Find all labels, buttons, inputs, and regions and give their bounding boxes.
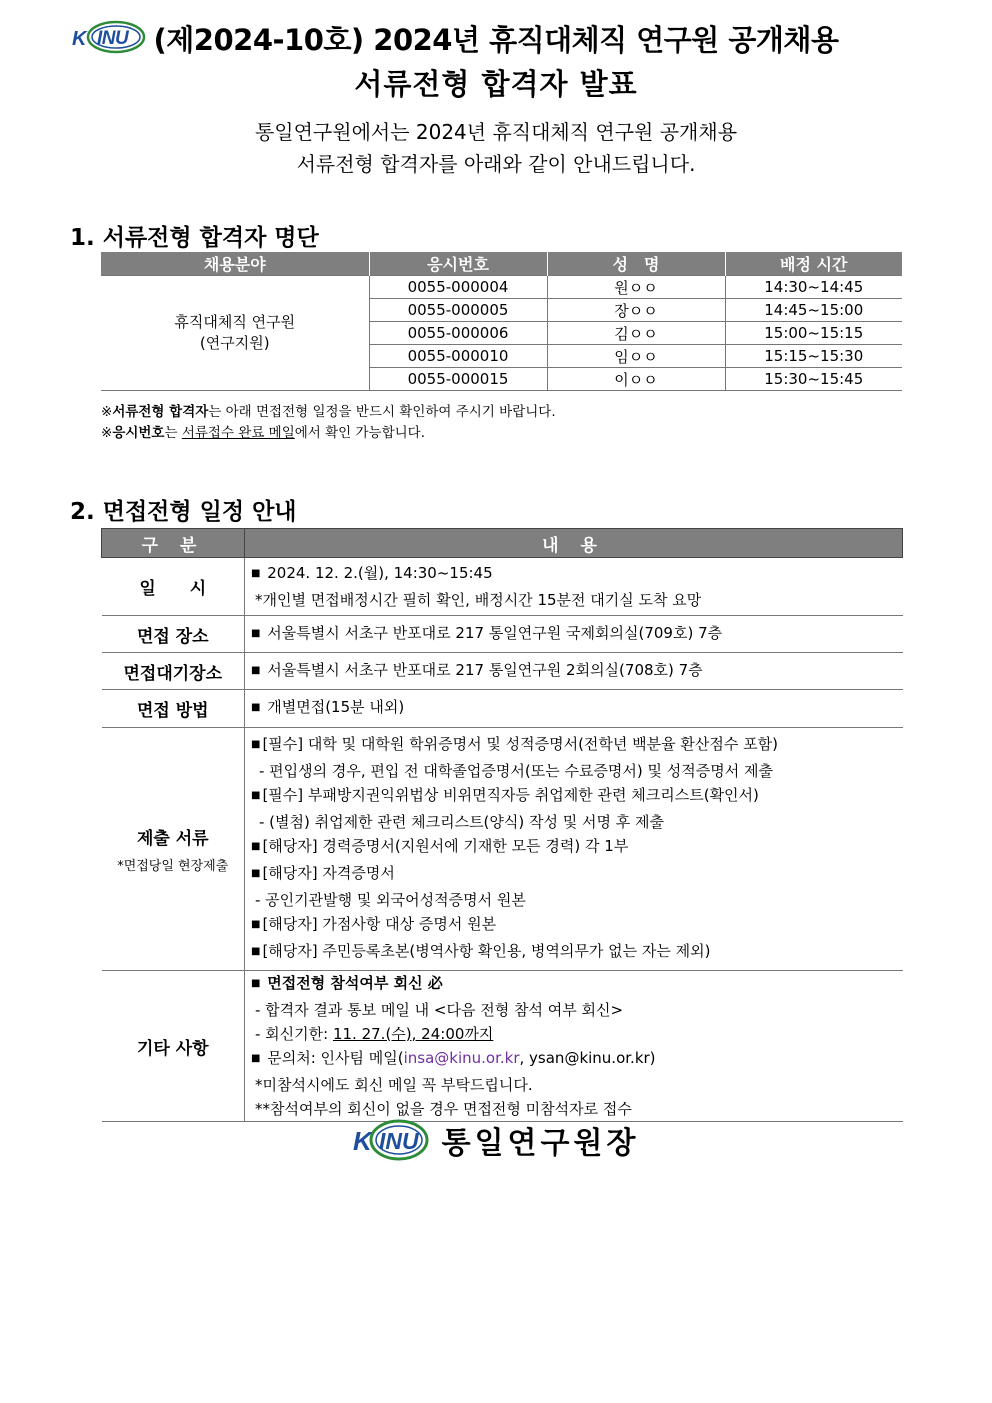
row-waiting	[102, 653, 903, 690]
bullet-icon: ■	[251, 790, 261, 801]
field-cell	[101, 276, 369, 391]
docs-l4: - (별첨) 취업제한 관련 체크리스트(양식) 작성 및 서명 후 제출	[259, 813, 665, 831]
applicant-id: 0055-000005	[369, 299, 547, 322]
bullet-icon: ■	[251, 841, 261, 852]
assigned-time: 15:15~15:30	[725, 345, 902, 368]
header-content: 내 용	[245, 529, 903, 558]
bullet-icon: ■	[251, 702, 261, 713]
kinu-footer-logo-nu: INU	[378, 1128, 419, 1154]
bullet-icon: ■	[251, 739, 261, 750]
bullet-icon: ■	[251, 1053, 261, 1064]
bullet-icon: ■	[251, 868, 261, 879]
etc-l6: **참석여부의 회신이 없을 경우 면접전형 미참석자로 접수	[255, 1100, 632, 1118]
note-2-text: 에서 확인 가능합니다.	[294, 425, 425, 441]
applicant-id: 0055-000015	[369, 368, 547, 391]
label-waiting: 면접대기장소	[102, 653, 245, 690]
bullet-icon: ■	[251, 627, 261, 639]
bullet-icon: ■	[251, 568, 261, 579]
kinu-logo-nu: INU	[96, 28, 128, 49]
intro-line1: 통일연구원에서는 2024년 휴직대체직 연구원 공개채용	[254, 120, 738, 144]
content-etc	[245, 971, 903, 1122]
place-line1: 서울특별시 서초구 반포대로 217 통일연구원 국제회의실(709호) 7층	[267, 623, 723, 642]
docs-l5: [해당자] 경력증명서(지원서에 기재한 모든 경력) 각 1부	[262, 837, 629, 855]
table-row	[101, 276, 902, 299]
content-place	[245, 616, 903, 653]
row-etc	[102, 971, 903, 1122]
kinu-footer-logo-k: K	[352, 1126, 372, 1156]
applicant-id: 0055-000004	[369, 276, 547, 299]
footer	[0, 1118, 992, 1162]
bullet-icon: ■	[251, 919, 261, 930]
intro-text	[0, 116, 992, 180]
assigned-time: 15:00~15:15	[725, 322, 902, 345]
date-line1: 2024. 12. 2.(월), 14:30~15:45	[267, 564, 493, 582]
docs-l3: [필수] 부패방지권익위법상 비위면직자등 취업제한 관련 체크리스트(확인서)	[262, 786, 759, 804]
note-mark: ※	[101, 425, 113, 441]
etc-l4	[251, 1046, 903, 1073]
label-date: 일 시	[102, 558, 245, 616]
method-line1: 개별면접(15분 내외)	[267, 698, 405, 716]
assigned-time: 14:45~15:00	[725, 299, 902, 322]
etc-l1: 면접전형 참석여부 회신 必	[267, 974, 443, 992]
docs-l1: [필수] 대학 및 대학원 학위증명서 및 성적증명서(전학년 백분율 환산점수 포함)	[262, 735, 778, 753]
note-2-underlined: 서류접수 완료 메일	[181, 425, 295, 441]
assigned-time: 15:30~15:45	[725, 368, 902, 391]
date-line2: *개인별 면접배정시간 필히 확인, 배정시간 15분전 대기실 도착 요망	[255, 591, 702, 609]
note-mark: ※	[101, 404, 113, 420]
waiting-line1: 서울특별시 서초구 반포대로 217 통일연구원 2회의실(708호) 7층	[267, 660, 703, 679]
note-1-text: 는 아래 면접전형 일정을 반드시 확인하여 주시기 바랍니다.	[208, 404, 556, 420]
passers-table-header	[101, 252, 902, 276]
note-2-bold: 응시번호	[112, 425, 165, 441]
note-1-bold: 서류전형 합격자	[112, 404, 209, 420]
row-place	[102, 616, 903, 653]
bullet-icon: ■	[251, 664, 261, 676]
kinu-logo-k: K	[71, 28, 86, 50]
field-line2: (연구지원)	[199, 334, 270, 352]
issuer-name: 통일연구원장	[441, 1126, 640, 1161]
applicant-name: 이ㅇㅇ	[547, 368, 725, 391]
docs-l9: [해당자] 주민등록초본(병역사항 확인용, 병역의무가 없는 자는 제외)	[262, 942, 711, 960]
etc-l5: *미참석시에도 회신 메일 꼭 부탁드립니다.	[255, 1076, 533, 1094]
etc-l4-prefix: 문의처: 인사팀 메일(	[267, 1049, 404, 1067]
note-2-mid: 는	[164, 425, 182, 441]
header-field: 채용분야	[101, 252, 369, 276]
page-title: (제2024-10호) 2024년 휴직대체직 연구원 공개채용	[153, 23, 839, 57]
etc-l4-rest: , ysan@kinu.or.kr)	[519, 1049, 656, 1067]
label-method: 면접 방법	[102, 690, 245, 728]
note-2	[101, 423, 556, 444]
contact-email-link[interactable]: insa@kinu.or.kr	[403, 1049, 520, 1067]
interview-table-header	[102, 529, 903, 558]
header-applicant-id: 응시번호	[369, 252, 547, 276]
page-subtitle: 서류전형 합격자 발표	[354, 67, 638, 101]
etc-l3	[251, 1022, 903, 1046]
title-row	[0, 18, 992, 59]
label-docs	[102, 728, 245, 971]
applicant-name: 원ㅇㅇ	[547, 276, 725, 299]
applicant-name: 임ㅇㅇ	[547, 345, 725, 368]
docs-l2: - 편입생의 경우, 편입 전 대학졸업증명서(또는 수료증명서) 및 성적증명서 제출	[259, 762, 773, 780]
label-etc: 기타 사항	[102, 971, 245, 1122]
label-place: 면접 장소	[102, 616, 245, 653]
content-docs	[245, 728, 903, 971]
applicant-id: 0055-000006	[369, 322, 547, 345]
note-1	[101, 402, 556, 423]
intro-line2: 서류전형 합격자를 아래와 같이 안내드립니다.	[296, 152, 696, 176]
applicant-name: 장ㅇㅇ	[547, 299, 725, 322]
applicant-name: 김ㅇㅇ	[547, 322, 725, 345]
footer-signature	[353, 1118, 640, 1162]
header-time: 배정 시간	[725, 252, 902, 276]
etc-l2: - 합격자 결과 통보 메일 내 <다음 전형 참석 여부 회신>	[255, 1001, 624, 1019]
row-method	[102, 690, 903, 728]
interview-table	[101, 528, 903, 1122]
row-docs	[102, 728, 903, 971]
notes	[101, 402, 556, 444]
etc-l3-prefix: - 회신기한:	[255, 1025, 333, 1043]
title-line1	[71, 18, 839, 59]
kinu-footer-logo	[353, 1118, 429, 1162]
section1-heading: 1. 서류전형 합격자 명단	[70, 225, 319, 251]
bullet-icon: ■	[251, 978, 261, 989]
assigned-time: 14:30~14:45	[725, 276, 902, 299]
docs-l8: [해당자] 가점사항 대상 증명서 원본	[262, 915, 497, 933]
kinu-logo	[72, 20, 146, 54]
content-method	[245, 690, 903, 728]
header-category: 구 분	[102, 529, 245, 558]
field-line1: 휴직대체직 연구원	[174, 313, 296, 331]
docs-label: 제출 서류	[136, 829, 209, 849]
passers-table	[101, 252, 902, 391]
docs-l6: [해당자] 자격증명서	[262, 864, 395, 882]
bullet-icon: ■	[251, 946, 261, 957]
row-date	[102, 558, 903, 616]
etc-deadline: 11. 27.(수), 24:00까지	[332, 1025, 494, 1043]
content-date	[245, 558, 903, 616]
section2-heading: 2. 면접전형 일정 안내	[70, 499, 297, 525]
content-waiting	[245, 653, 903, 690]
docs-sublabel: *면접당일 현장제출	[117, 859, 229, 874]
applicant-id: 0055-000010	[369, 345, 547, 368]
header-name: 성 명	[547, 252, 725, 276]
docs-l7: - 공인기관발행 및 외국어성적증명서 원본	[255, 891, 526, 909]
